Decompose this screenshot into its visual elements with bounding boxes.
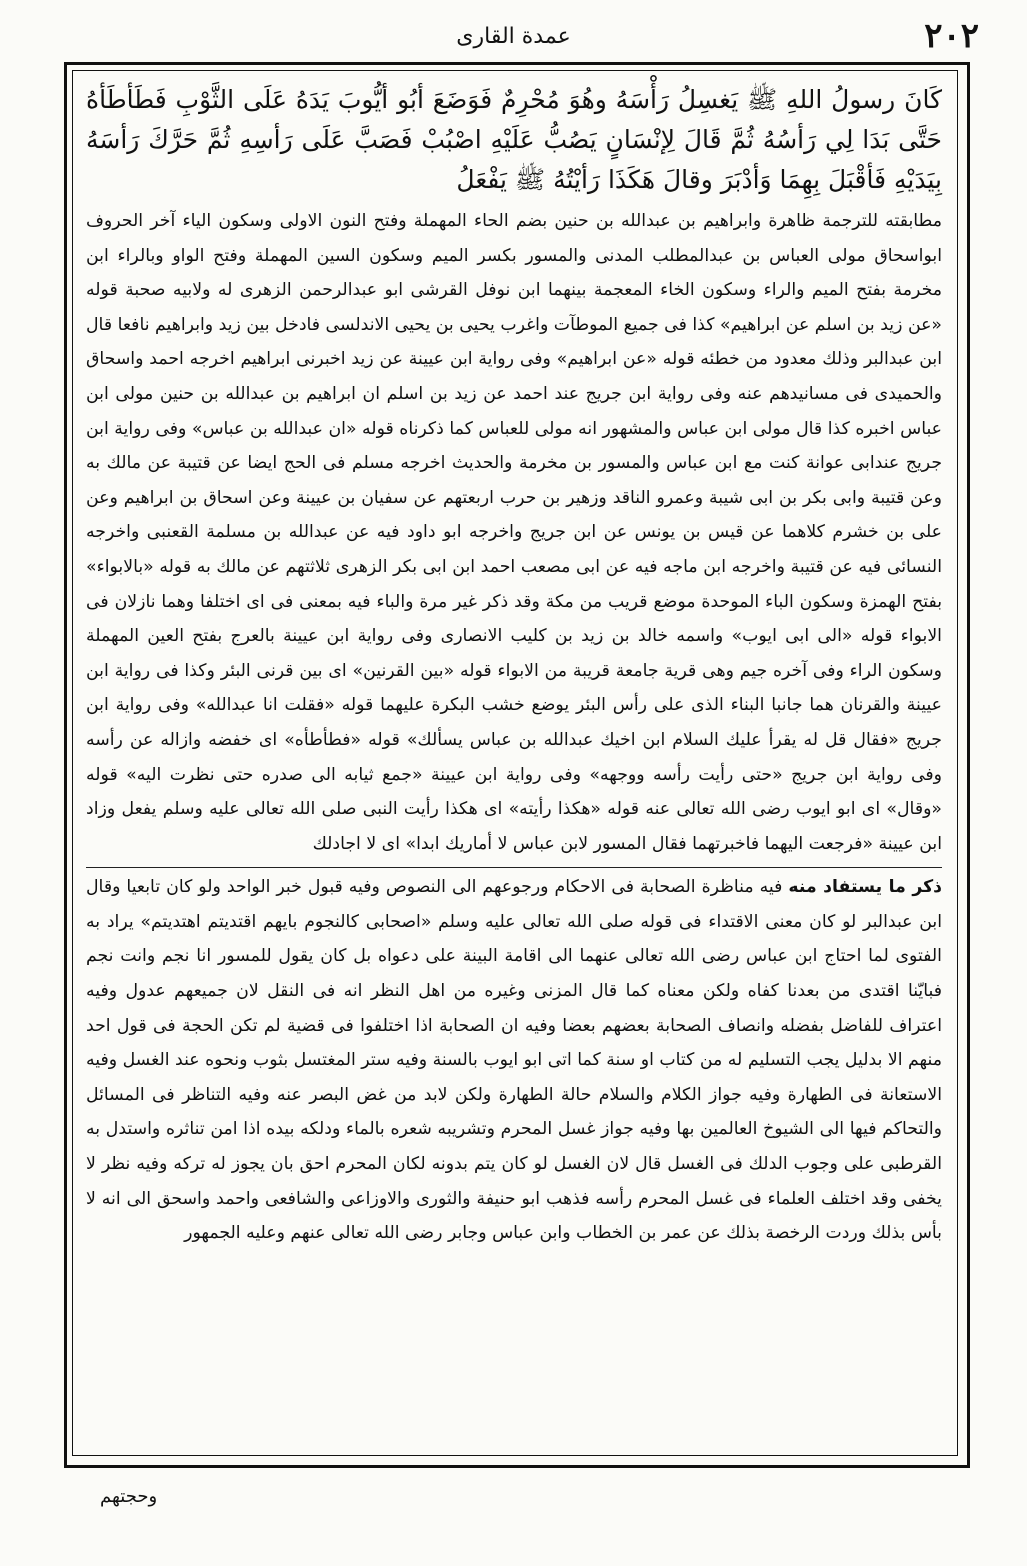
section-heading: ذكر ما يستفاد منه [788,877,942,898]
page-header [40,12,987,56]
section-divider [86,867,942,868]
commentary-paragraph-2-text: فيه مناظرة الصحابة فی الاحكام ورجوعهم الی النصوص وفيه قبول خبر الواحد ولو كان تابعيا وقال ابن عبدالبر لو كان معنی الاقتداء فی قوله صلی الله تعالی عليه وسلم «اصحابی كالنجوم بايهم اقتديتم اهتديتم» يراد به الفتوی لما احتاج ابن عباس رضی الله تعالی عنهما الی اقامة البينة علی دعواه بل كان يقول للمسور انا نجم وانت نجم فبايّنا اقتدی من بعدنا كفاه ولكن معناه كما قال المزنی وغيره من اهل النظر انه فی النقل لان جميعهم عدول وفيه اعتراف للفاضل بفضله وانصاف الصحابة بعضهم بعضا وفيه ان الصحابة اذا اختلفوا فی قضية لم تكن الحجة فی قول احد منهم الا بدليل يجب التسليم له من كتاب او سنة كما اتی ابو ايوب بالسنة وفيه ستر المغتسل بثوب ونحوه عند الغسل وفيه الاستعانة فی الطهارة وفيه جواز الكلام والسلام حالة الطهارة ولكن لابد من غض البصر عنه وفيه التناظر فی المسائل والتحاكم فيها الی الشيوخ العالمين بها وفيه جواز غسل المحرم وتشريبه شعره بالماء ودلكه بيده اذا امن تناثره واستدل به القرطبی علی وجوب الدلك فی الغسل قال لان الغسل لو كان يتم بدونه لكان المحرم احق بان يجوز له تركه وفيه نظر لا يخفی وقد اختلف العلماء فی غسل المحرم رأسه فذهب ابو حنيفة والثوری والاوزاعی والشافعی واحمد واسحق الی انه لا بأس بذلك وردت الرخصة بذلك عن عمر بن الخطاب وابن عباس وجابر رضی الله تعالی عنهم وعليه الجمهور [86,877,942,1244]
catchword: وحجتهم [100,1486,158,1507]
commentary-paragraph-2 [86,870,942,1251]
page-number: ٢٠٢ [924,16,979,56]
hadith-text: كَانَ رسولُ اللهِ ﷺ يَغسِلُ رَأْسَهُ وهُوَ مُحْرِمٌ فَوَضَعَ أبُو أيُّوبَ يَدَهُ عَلَى الثَّوْبِ فَطَأطَأهُ حَتَّى بَدَا لِي رَأسُهُ ثُمَّ قَالَ لِإنْسَانٍ يَصُبُّ عَلَيْهِ اصْبُبْ فَصَبَّ عَلَى رَأسِهِ ثُمَّ حَرَّكَ رَأسَهُ بِيَدَيْهِ فَأقْبَلَ بِهِمَا وَأدْبَرَ وقالَ هَكَذَا رَأيْتُهُ ﷺ يَفْعَلُ [86,85,942,194]
commentary-paragraph-1: مطابقته للترجمة ظاهرة وابراهيم بن عبدالله بن حنين بضم الحاء المهملة وفتح النون الاولى وسكون الياء آخر الحروف ابواسحاق مولى العباس بن عبدالمطلب المدنی والمسور بكسر الميم وسكون السين المهملة وفتح الواو وبالراء ابن مخرمة بفتح الميم والراء وسكون الخاء المعجمة بينهما ابن نوفل القرشی ابو عبدالرحمن الزهری له ولابيه صحبة قوله «عن زيد بن اسلم عن ابراهيم» كذا فی جميع الموطآت واغرب يحيی بن يحيی الاندلسی فادخل بين زيد وابراهيم نافعا قال ابن عبدالبر وذلك معدود من خطئه قوله «عن ابراهيم» وفی رواية ابن عيينة عن زيد اخبرنی ابراهيم اخرجه احمد واسحاق والحميدی فی مسانيدهم عنه وفی رواية ابن جريج عند احمد عن زيد بن اسلم ان ابراهيم بن عبدالله بن حنين مولی ابن عباس اخبره كذا قال مولی ابن عباس والمشهور انه مولی للعباس كما ذكرناه قوله «ان عبدالله بن عباس» وفی رواية ابن جريج عندابی عوانة كنت مع ابن عباس والمسور بن مخرمة والحديث اخرجه مسلم فی الحج ايضا عن قتيبة عن مالك به وعن قتيبة وابی بكر بن ابی شيبة وعمرو الناقد وزهير بن حرب اربعتهم عن سفيان بن عيينة وعن اسحاق بن ابراهيم وعن علی بن خشرم كلاهما عن قيس بن يونس عن ابن جريج واخرجه ابو داود فيه عن عبدالله بن مسلمة القعنبی واخرجه النسائی فيه عن قتيبة واخرجه ابن ماجه فيه عن ابی مصعب احمد ابن ابی بكر الزهری ثلاثتهم عن مالك به قوله «بالابواء» بفتح الهمزة وسكون الباء الموحدة موضع قريب من مكة وقد ذكر غير مرة والباء فيه بمعنی فی ای اختلفا وهما نازلان فی الابواء قوله «الی ابی ايوب» واسمه خالد بن زيد بن كليب الانصاری وفی رواية ابن عيينة بالعرج بفتح العين المهملة وسكون الراء وفی آخره جيم وهی قرية جامعة قريبة من الابواء قوله «بين القرنين» ای بين قرنی البئر وكذا فی رواية ابن عيينة والقرنان هما جانبا البناء الذی علی رأس البئر يوضع خشب البكرة عليهما قوله «فقلت انا عبدالله» وفی رواية ابن جريج «فقال قل له يقرأ عليك السلام ابن اخيك عبدالله بن عباس يسألك» قوله «فطأطأه» ای خفضه وازاله عن رأسه وفی رواية ابن جريج «حتی رأيت رأسه ووجهه» وفی رواية ابن عيينة «جمع ثيابه الی صدره حتی نظرت اليه» قوله «وقال» ای ابو ايوب رضی الله تعالی عنه قوله «هكذا رأيته» ای هكذا رأيت النبی صلی الله تعالی عليه وسلم يفعل وزاد ابن عيينة «فرجعت اليهما فاخبرتهما فقال المسور لابن عباس لا أماريك ابدا» ای لا اجادلك [86,211,942,854]
text-body [86,80,942,1448]
running-title: عمدة القاری [456,24,571,49]
